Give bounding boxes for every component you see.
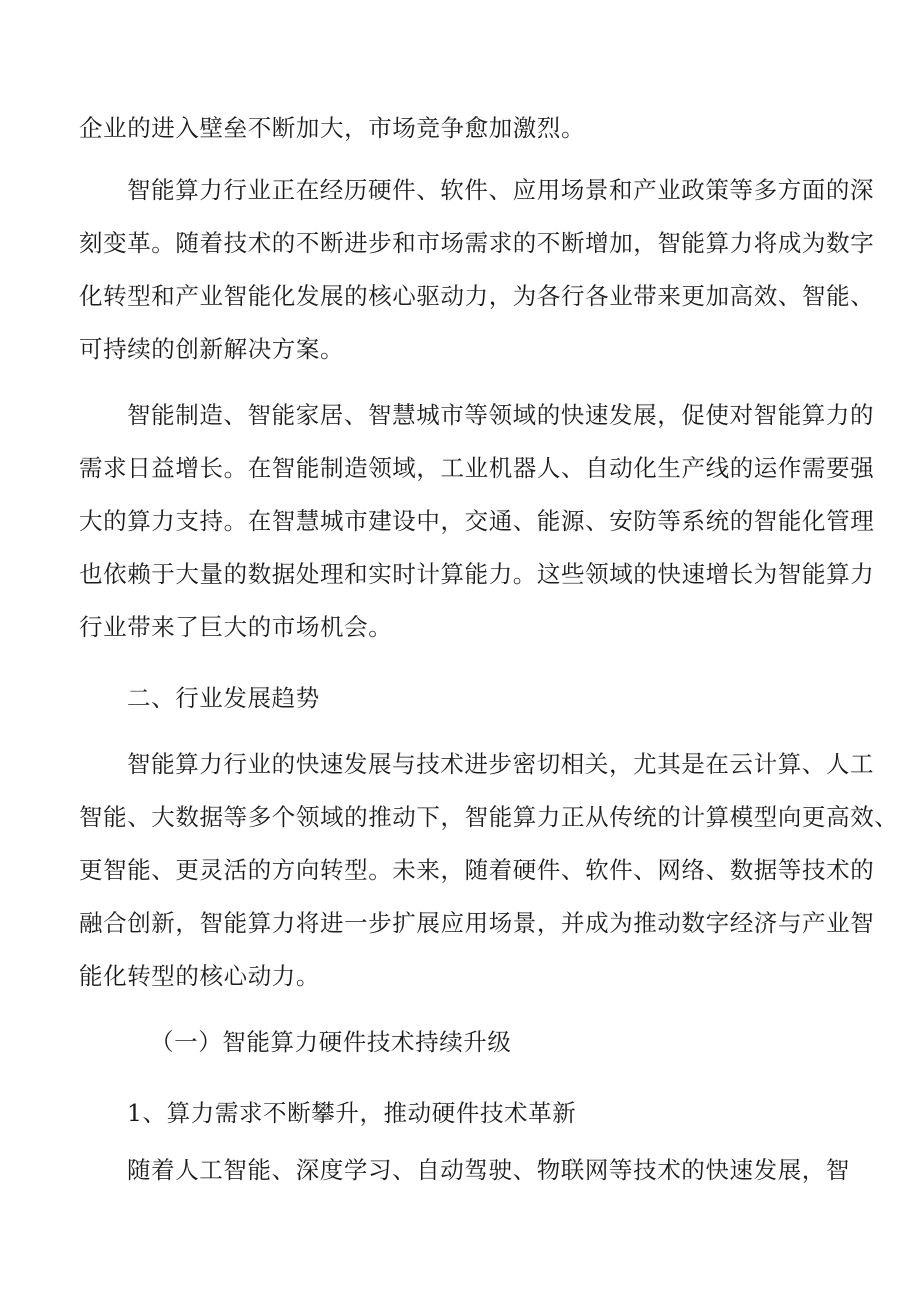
text-line: 智能算力行业正在经历硬件、软件、应用场景和产业政策等多方面的深 [127,176,875,204]
text-line: 智能算力行业的快速发展与技术进步密切相关，尤其是在云计算、人工 [127,750,875,778]
subsection-heading: （一）智能算力硬件技术持续升级 [150,1028,512,1056]
text-line: 能化转型的核心动力。 [79,962,320,990]
text-line: 也依赖于大量的数据处理和实时计算能力。这些领域的快速增长为智能算力 [79,560,875,588]
text-line: 企业的进入壁垒不断加大，市场竞争愈加激烈。 [79,114,586,142]
text-line: 融合创新，智能算力将进一步扩展应用场景，并成为推动数字经济与产业智 [79,909,875,937]
text-line: 需求日益增长。在智能制造领域，工业机器人、自动化生产线的运作需要强 [79,454,875,482]
text-line: 行业带来了巨大的市场机会。 [79,613,393,641]
text-line: 刻变革。随着技术的不断进步和市场需求的不断增加，智能算力将成为数字 [79,229,875,257]
text-line: 更智能、更灵活的方向转型。未来，随着硬件、软件、网络、数据等技术的 [79,856,875,884]
text-line: 智能、大数据等多个领域的推动下，智能算力正从传统的计算模型向更高效、 [79,803,899,831]
text-line: 随着人工智能、深度学习、自动驾驶、物联网等技术的快速发展，智 [127,1156,850,1184]
text-line: 智能制造、智能家居、智慧城市等领域的快速发展，促使对智能算力的 [127,401,875,429]
text-line: 可持续的创新解决方案。 [79,335,345,363]
text-line: 大的算力支持。在智慧城市建设中，交通、能源、安防等系统的智能化管理 [79,507,875,535]
text-line: 化转型和产业智能化发展的核心驱动力，为各行各业带来更加高效、智能、 [79,282,875,310]
subsubsection-heading: 1、算力需求不断攀升，推动硬件技术革新 [127,1099,577,1127]
section-heading: 二、行业发展趋势 [127,684,320,712]
